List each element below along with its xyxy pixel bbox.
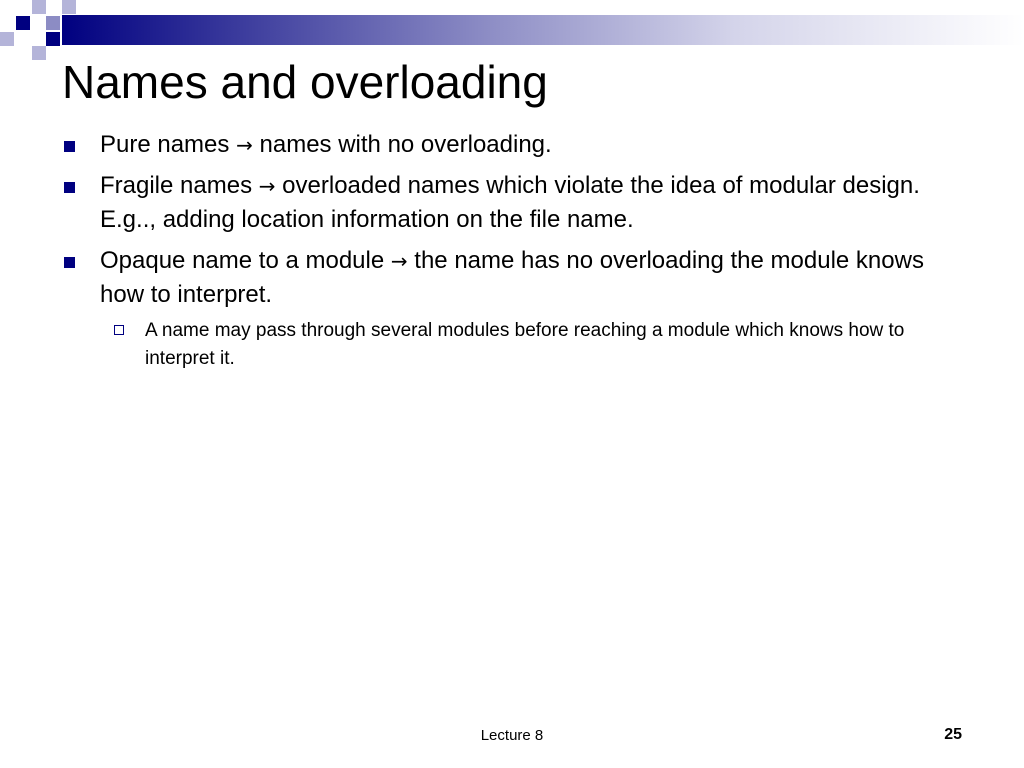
right-arrow-icon: → (258, 174, 276, 198)
square-bullet-icon (64, 141, 75, 152)
bullet-text-end: names with no overloading. (252, 131, 552, 158)
right-arrow-icon: → (236, 133, 253, 157)
bullet-item (62, 244, 962, 312)
decor-square (46, 32, 60, 46)
sub-bullet-text: A name may pass through several modules before reaching a module which knows how to interpret it. (145, 320, 905, 369)
sub-bullet-item (145, 317, 925, 373)
bullet-item (62, 169, 962, 237)
bullet-text-start: Fragile names (100, 172, 259, 199)
page-number: 25 (944, 726, 962, 743)
decor-square (0, 32, 14, 46)
decor-square (62, 0, 76, 14)
decor-square (46, 16, 60, 30)
bullet-text-start: Opaque name to a module (100, 247, 391, 274)
right-arrow-icon: → (390, 249, 408, 273)
footer-label: Lecture 8 (480, 727, 544, 744)
bullet-item (62, 128, 962, 162)
bullet-text-start: Pure names (100, 131, 237, 158)
decor-square (32, 46, 46, 60)
hollow-square-bullet-icon (114, 325, 124, 335)
square-bullet-icon (64, 182, 75, 193)
slide-content (62, 128, 962, 373)
slide-title: Names and overloading (62, 56, 548, 108)
decor-square (16, 16, 30, 30)
decor-square (32, 0, 46, 14)
bullet-text-end: the name has no overloading the module knows how to interpret. (100, 247, 924, 308)
header-gradient-bar (62, 15, 1024, 45)
bullet-text-end: overloaded names which violate the idea of modular design. E.g.., adding location information on the file name. (100, 172, 920, 233)
square-bullet-icon (64, 257, 75, 268)
